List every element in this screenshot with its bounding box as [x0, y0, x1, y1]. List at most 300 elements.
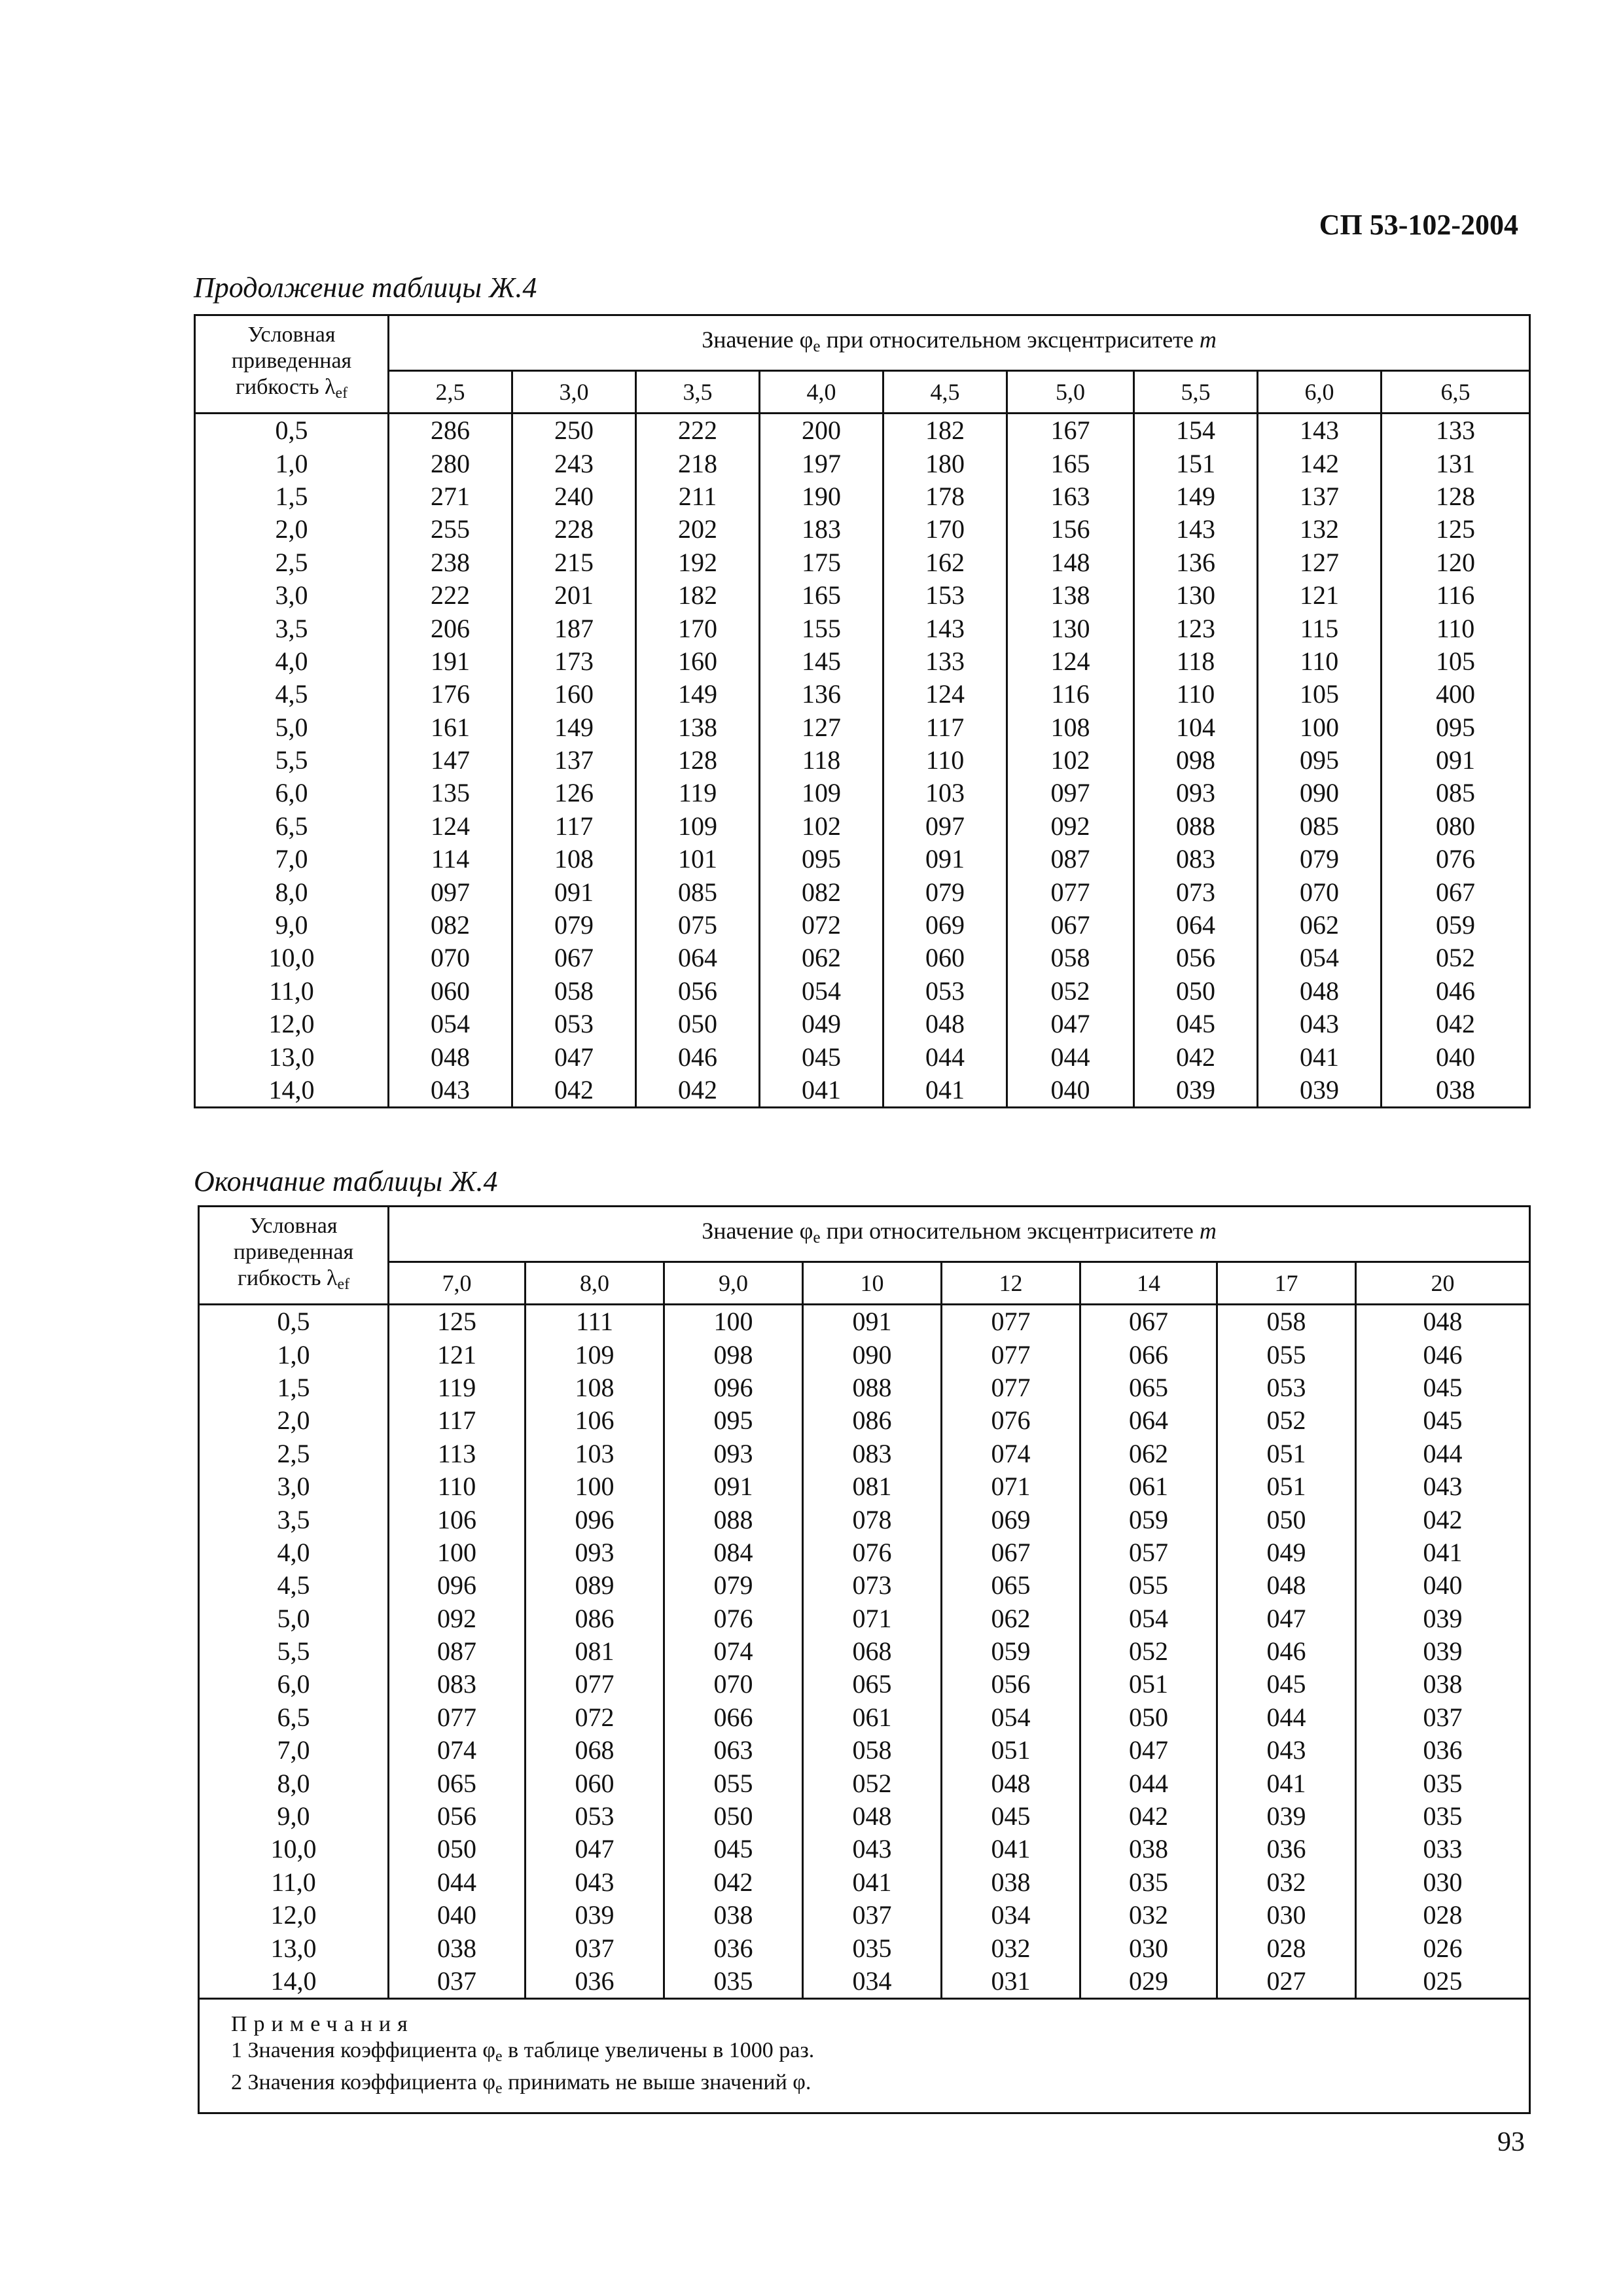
table-cell: 041 [760, 1074, 883, 1108]
table-row [199, 1635, 1530, 1668]
row-label-slenderness: 7,0 [195, 843, 389, 875]
table-cell: 048 [1356, 1305, 1530, 1339]
table-cell: 047 [1080, 1734, 1217, 1767]
table-row [199, 1569, 1530, 1602]
row-label-slenderness: 4,5 [195, 678, 389, 711]
table-cell: 031 [942, 1965, 1080, 1999]
table-cell: 136 [760, 678, 883, 711]
table-cell: 043 [803, 1833, 942, 1865]
table-cell: 046 [1382, 975, 1530, 1008]
column-header-row [195, 371, 1530, 414]
table-cell: 192 [636, 546, 760, 579]
table-cell: 077 [942, 1305, 1080, 1339]
table-cell: 183 [760, 513, 883, 546]
table-row [195, 711, 1530, 744]
note-item [231, 2038, 1521, 2070]
row-label-slenderness: 6,5 [195, 810, 389, 843]
table-cell: 095 [664, 1404, 803, 1437]
table-cell: 190 [760, 480, 883, 513]
group-header-eccentricity [389, 1207, 1530, 1262]
table-row [195, 678, 1530, 711]
table-cell: 127 [1258, 546, 1382, 579]
column-header: 7,0 [389, 1262, 526, 1305]
table-cell: 088 [803, 1371, 942, 1404]
table-cell: 028 [1217, 1932, 1356, 1964]
table-cell: 079 [1258, 843, 1382, 875]
table-cell: 131 [1382, 447, 1530, 480]
table-cell: 035 [664, 1965, 803, 1999]
table-cell: 067 [1382, 875, 1530, 908]
table-row [199, 1602, 1530, 1635]
table-cell: 032 [942, 1932, 1080, 1964]
note-text: 2 Значения коэффициента φ [231, 2070, 495, 2095]
table-cell: 047 [1217, 1602, 1356, 1635]
table-cell: 082 [389, 909, 512, 942]
table-cell: 048 [1217, 1569, 1356, 1602]
table-cell: 068 [803, 1635, 942, 1668]
table-cell: 062 [1258, 909, 1382, 942]
table-cell: 102 [1007, 744, 1134, 777]
table-cell: 039 [526, 1899, 664, 1932]
table-cell: 108 [1007, 711, 1134, 744]
table-cell: 040 [389, 1899, 526, 1932]
table-cell: 067 [512, 942, 636, 974]
table-cell: 110 [1134, 678, 1258, 711]
table-cell: 086 [803, 1404, 942, 1437]
table-cell: 109 [760, 777, 883, 809]
row-header-line: приведенная [233, 1240, 354, 1264]
table-row [199, 1338, 1530, 1371]
table-cell: 105 [1258, 678, 1382, 711]
table-cell: 121 [389, 1338, 526, 1371]
row-header-line: Условная [247, 323, 336, 347]
table-cell: 039 [1356, 1635, 1530, 1668]
table-cell: 096 [389, 1569, 526, 1602]
table-cell: 053 [1217, 1371, 1356, 1404]
note-text: принимать не выше значений φ. [502, 2070, 812, 2095]
table-row [195, 975, 1530, 1008]
group-header-prefix: Значение φ [702, 326, 813, 353]
table-cell: 286 [389, 414, 512, 448]
table-row [195, 513, 1530, 546]
table-cell: 085 [1382, 777, 1530, 809]
table-cell: 124 [883, 678, 1007, 711]
table-cell: 116 [1007, 678, 1134, 711]
table-cell: 034 [803, 1965, 942, 1999]
table-cell: 228 [512, 513, 636, 546]
table-cell: 095 [1382, 711, 1530, 744]
table-cell: 029 [1080, 1965, 1217, 1999]
table-cell: 106 [526, 1404, 664, 1437]
table-cell: 097 [1007, 777, 1134, 809]
table-cell: 118 [1134, 645, 1258, 678]
table-cell: 170 [636, 612, 760, 645]
table-cell: 052 [1007, 975, 1134, 1008]
table-cell: 026 [1356, 1932, 1530, 1964]
table-cell: 058 [1217, 1305, 1356, 1339]
table-cell: 037 [526, 1932, 664, 1964]
table-cell: 038 [1356, 1668, 1530, 1701]
column-header: 12 [942, 1262, 1080, 1305]
table-cell: 127 [760, 711, 883, 744]
table-cell: 043 [1356, 1470, 1530, 1503]
table-cell: 067 [942, 1536, 1080, 1569]
table-cell: 060 [389, 975, 512, 1008]
row-label-slenderness: 2,0 [199, 1404, 389, 1437]
table-cell: 117 [512, 810, 636, 843]
table-cell: 072 [760, 909, 883, 942]
table-row [199, 1668, 1530, 1701]
table-cell: 066 [1080, 1338, 1217, 1371]
table-cell: 163 [1007, 480, 1134, 513]
note-item [231, 2070, 1521, 2102]
table-cell: 110 [1382, 612, 1530, 645]
table-cell: 091 [664, 1470, 803, 1503]
table-cell: 142 [1258, 447, 1382, 480]
table-cell: 143 [1134, 513, 1258, 546]
table-cell: 093 [1134, 777, 1258, 809]
row-label-slenderness: 10,0 [195, 942, 389, 974]
table-cell: 079 [883, 875, 1007, 908]
group-header-variable: m [1199, 326, 1217, 353]
table-cell: 058 [512, 975, 636, 1008]
table-cell: 218 [636, 447, 760, 480]
table-cell: 033 [1356, 1833, 1530, 1865]
table-cell: 047 [512, 1040, 636, 1073]
table-cell: 054 [389, 1008, 512, 1040]
table-cell: 065 [803, 1668, 942, 1701]
table-row [199, 1503, 1530, 1536]
table-cell: 042 [1382, 1008, 1530, 1040]
row-label-slenderness: 3,5 [195, 612, 389, 645]
table-cell: 042 [636, 1074, 760, 1108]
table-cell: 118 [760, 744, 883, 777]
table-row [199, 1438, 1530, 1470]
table-cell: 121 [1258, 579, 1382, 612]
row-label-slenderness: 7,0 [199, 1734, 389, 1767]
table-cell: 050 [1080, 1701, 1217, 1734]
table-cell: 151 [1134, 447, 1258, 480]
table-cell: 053 [512, 1008, 636, 1040]
table-row [199, 1701, 1530, 1734]
row-header-subscript: ef [337, 1276, 350, 1293]
table-row [199, 1899, 1530, 1932]
table-cell: 068 [526, 1734, 664, 1767]
table-cell: 044 [1217, 1701, 1356, 1734]
document-code: СП 53-102-2004 [1319, 209, 1518, 241]
table-cell: 160 [636, 645, 760, 678]
row-label-slenderness: 4,5 [199, 1569, 389, 1602]
row-label-slenderness: 3,5 [199, 1503, 389, 1536]
row-label-slenderness: 8,0 [199, 1767, 389, 1799]
table-cell: 143 [883, 612, 1007, 645]
table-cell: 056 [942, 1668, 1080, 1701]
table-cell: 091 [512, 875, 636, 908]
table-cell: 095 [1258, 744, 1382, 777]
table-row [199, 1371, 1530, 1404]
table-cell: 137 [512, 744, 636, 777]
table-cell: 222 [389, 579, 512, 612]
table-cell: 089 [526, 1569, 664, 1602]
table-cell: 170 [883, 513, 1007, 546]
table-row [199, 1536, 1530, 1569]
table-cell: 110 [389, 1470, 526, 1503]
table-cell: 037 [1356, 1701, 1530, 1734]
table-cell: 051 [1217, 1438, 1356, 1470]
table-row [195, 744, 1530, 777]
table-row [195, 810, 1530, 843]
table-cell: 036 [664, 1932, 803, 1964]
table-cell: 045 [1134, 1008, 1258, 1040]
table-cell: 075 [636, 909, 760, 942]
table-cell: 035 [803, 1932, 942, 1964]
table-cell: 040 [1356, 1569, 1530, 1602]
table-cell: 058 [1007, 942, 1134, 974]
table-cell: 061 [1080, 1470, 1217, 1503]
table-cell: 056 [389, 1800, 526, 1833]
table-cell: 044 [1080, 1767, 1217, 1799]
table-cell: 180 [883, 447, 1007, 480]
table-cell: 034 [942, 1899, 1080, 1932]
table-cell: 093 [664, 1438, 803, 1470]
row-label-slenderness: 5,0 [195, 711, 389, 744]
table-cell: 065 [942, 1569, 1080, 1602]
table-cell: 090 [803, 1338, 942, 1371]
table-cell: 197 [760, 447, 883, 480]
note-subscript: e [495, 2048, 503, 2066]
table-cell: 076 [1382, 843, 1530, 875]
table-cell: 045 [1356, 1371, 1530, 1404]
group-header-variable: m [1199, 1217, 1217, 1244]
row-label-slenderness: 6,5 [199, 1701, 389, 1734]
table-cell: 096 [526, 1503, 664, 1536]
table-cell: 093 [526, 1536, 664, 1569]
column-header: 10 [803, 1262, 942, 1305]
table-cell: 083 [803, 1438, 942, 1470]
table-cell: 128 [636, 744, 760, 777]
table-cell: 135 [389, 777, 512, 809]
table-cell: 050 [1217, 1503, 1356, 1536]
table-cell: 149 [512, 711, 636, 744]
table-cell: 056 [636, 975, 760, 1008]
table-cell: 087 [389, 1635, 526, 1668]
table-row [195, 942, 1530, 974]
table-cell: 106 [389, 1503, 526, 1536]
table-cell: 091 [883, 843, 1007, 875]
table-cell: 160 [512, 678, 636, 711]
table-cell: 067 [1080, 1305, 1217, 1339]
table-cell: 052 [1080, 1635, 1217, 1668]
table-cell: 070 [389, 942, 512, 974]
table-cell: 030 [1080, 1932, 1217, 1964]
table-cell: 035 [1356, 1800, 1530, 1833]
row-label-slenderness: 2,5 [199, 1438, 389, 1470]
table-cell: 111 [526, 1305, 664, 1339]
table-cell: 110 [1258, 645, 1382, 678]
table-cell: 079 [664, 1569, 803, 1602]
row-label-slenderness: 12,0 [195, 1008, 389, 1040]
row-label-slenderness: 0,5 [195, 414, 389, 448]
table-cell: 085 [1258, 810, 1382, 843]
table-cell: 173 [512, 645, 636, 678]
table-cell: 045 [1356, 1404, 1530, 1437]
table-cell: 130 [1134, 579, 1258, 612]
table-cell: 098 [664, 1338, 803, 1371]
table-cell: 070 [1258, 875, 1382, 908]
table-cell: 055 [1080, 1569, 1217, 1602]
table-row [199, 1833, 1530, 1865]
table-cell: 154 [1134, 414, 1258, 448]
table-cell: 103 [883, 777, 1007, 809]
table-cell: 039 [1258, 1074, 1382, 1108]
table-notes [199, 1999, 1530, 2113]
table-cell: 038 [664, 1899, 803, 1932]
table-cell: 032 [1217, 1866, 1356, 1899]
column-header: 3,5 [636, 371, 760, 414]
row-label-slenderness: 6,0 [199, 1668, 389, 1701]
column-header: 3,0 [512, 371, 636, 414]
row-label-slenderness: 5,0 [199, 1602, 389, 1635]
row-label-slenderness: 6,0 [195, 777, 389, 809]
table-cell: 074 [664, 1635, 803, 1668]
table-cell: 125 [1382, 513, 1530, 546]
column-header: 5,0 [1007, 371, 1134, 414]
table-cell: 057 [1080, 1536, 1217, 1569]
table-cell: 090 [1258, 777, 1382, 809]
table-cell: 073 [803, 1569, 942, 1602]
table-cell: 108 [512, 843, 636, 875]
table-cell: 119 [636, 777, 760, 809]
table-cell: 048 [942, 1767, 1080, 1799]
table-cell: 043 [526, 1866, 664, 1899]
row-label-slenderness: 0,5 [199, 1305, 389, 1339]
table-cell: 038 [942, 1866, 1080, 1899]
table-cell: 062 [1080, 1438, 1217, 1470]
table-cell: 080 [1382, 810, 1530, 843]
column-header: 9,0 [664, 1262, 803, 1305]
table-cell: 167 [1007, 414, 1134, 448]
table-cell: 069 [942, 1503, 1080, 1536]
table-cell: 072 [526, 1701, 664, 1734]
column-header: 4,0 [760, 371, 883, 414]
table-cell: 108 [526, 1371, 664, 1404]
table-cell: 110 [883, 744, 1007, 777]
table-cell: 041 [1258, 1040, 1382, 1073]
table-row [195, 1008, 1530, 1040]
table-cell: 062 [942, 1602, 1080, 1635]
row-label-slenderness: 12,0 [199, 1899, 389, 1932]
table-cell: 062 [760, 942, 883, 974]
table-cell: 102 [760, 810, 883, 843]
table-cell: 065 [389, 1767, 526, 1799]
table-cell: 054 [760, 975, 883, 1008]
table-cell: 082 [760, 875, 883, 908]
table-cell: 043 [389, 1074, 512, 1108]
row-label-slenderness: 1,5 [195, 480, 389, 513]
table-cell: 156 [1007, 513, 1134, 546]
table-cell: 030 [1356, 1866, 1530, 1899]
table-cell: 074 [389, 1734, 526, 1767]
row-label-slenderness: 3,0 [195, 579, 389, 612]
table-cell: 085 [636, 875, 760, 908]
table-cell: 133 [1382, 414, 1530, 448]
table-cell: 161 [389, 711, 512, 744]
table-row [195, 1074, 1530, 1108]
table-cell: 048 [1258, 975, 1382, 1008]
table-cell: 096 [664, 1371, 803, 1404]
table-cell: 081 [526, 1635, 664, 1668]
table-cell: 051 [1080, 1668, 1217, 1701]
table-cell: 238 [389, 546, 512, 579]
table-cell: 124 [1007, 645, 1134, 678]
table-cell: 243 [512, 447, 636, 480]
table-cell: 250 [512, 414, 636, 448]
table-cell: 187 [512, 612, 636, 645]
table-cell: 200 [760, 414, 883, 448]
column-header: 14 [1080, 1262, 1217, 1305]
table-cell: 079 [512, 909, 636, 942]
column-header: 8,0 [526, 1262, 664, 1305]
table-cell: 045 [942, 1800, 1080, 1833]
table-cell: 116 [1382, 579, 1530, 612]
column-header: 4,5 [883, 371, 1007, 414]
table-cell: 109 [636, 810, 760, 843]
table-cell: 091 [1382, 744, 1530, 777]
row-label-slenderness: 8,0 [195, 875, 389, 908]
table-cell: 053 [526, 1800, 664, 1833]
table-row [199, 1470, 1530, 1503]
table-cell: 044 [1007, 1040, 1134, 1073]
table-caption: Окончание таблицы Ж.4 [194, 1165, 498, 1197]
table-cell: 155 [760, 612, 883, 645]
table-cell: 147 [389, 744, 512, 777]
table-cell: 048 [883, 1008, 1007, 1040]
table-row [195, 777, 1530, 809]
table-cell: 125 [389, 1305, 526, 1339]
table-row [199, 1767, 1530, 1799]
table-cell: 054 [1258, 942, 1382, 974]
column-header-row [199, 1262, 1530, 1305]
table-cell: 148 [1007, 546, 1134, 579]
row-header-slenderness [195, 315, 389, 414]
table-cell: 041 [1217, 1767, 1356, 1799]
table-cell: 038 [1080, 1833, 1217, 1865]
table-cell: 077 [1007, 875, 1134, 908]
table-cell: 040 [1007, 1074, 1134, 1108]
table-cell: 039 [1356, 1602, 1530, 1635]
row-label-slenderness: 4,0 [195, 645, 389, 678]
table-cell: 048 [389, 1040, 512, 1073]
row-label-slenderness: 4,0 [199, 1536, 389, 1569]
row-header-line: Условная [249, 1214, 338, 1238]
table-cell: 041 [883, 1074, 1007, 1108]
table-cell: 115 [1258, 612, 1382, 645]
table-cell: 074 [942, 1438, 1080, 1470]
table-cell: 078 [803, 1503, 942, 1536]
table-cell: 044 [1356, 1438, 1530, 1470]
table-cell: 100 [664, 1305, 803, 1339]
column-header: 5,5 [1134, 371, 1258, 414]
column-header: 6,5 [1382, 371, 1530, 414]
table-cell: 051 [1217, 1470, 1356, 1503]
table-cell: 097 [389, 875, 512, 908]
table-cell: 035 [1356, 1767, 1530, 1799]
coefficient-table [194, 314, 1531, 1108]
row-label-slenderness: 14,0 [199, 1965, 389, 1999]
table-caption: Продолжение таблицы Ж.4 [194, 272, 537, 304]
table-cell: 039 [1134, 1074, 1258, 1108]
column-header: 20 [1356, 1262, 1530, 1305]
